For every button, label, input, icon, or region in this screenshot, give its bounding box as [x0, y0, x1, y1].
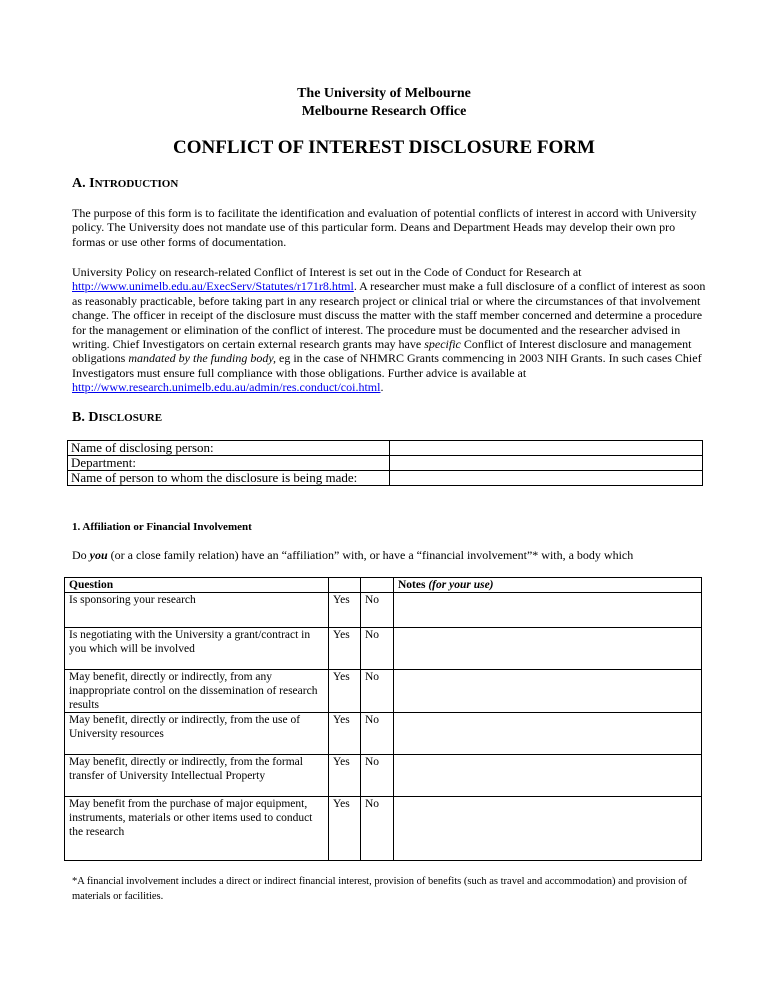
- yes-option[interactable]: Yes: [329, 797, 361, 861]
- notes-field[interactable]: [394, 797, 702, 861]
- table-row: [68, 456, 703, 471]
- field-label: Name of disclosing person:: [68, 441, 390, 456]
- no-option[interactable]: No: [361, 797, 394, 861]
- part1-heading: 1. Affiliation or Financial Involvement: [72, 521, 252, 533]
- office-name: Melbourne Research Office: [301, 104, 467, 119]
- question-row: [65, 593, 702, 628]
- question-text: Is negotiating with the University a grant/contract in you which will be involved: [65, 628, 329, 670]
- question-text: May benefit, directly or indirectly, from the use of University resources: [65, 713, 329, 755]
- yes-option[interactable]: Yes: [329, 593, 361, 628]
- field-label: Name of person to whom the disclosure is being made:: [68, 471, 390, 486]
- table-row: [68, 471, 703, 486]
- section-b-heading: B. DISCLOSURE: [72, 410, 163, 425]
- question-row: [65, 628, 702, 670]
- table-header: [65, 578, 702, 593]
- disclosing-person-input[interactable]: [390, 441, 703, 456]
- yes-header: [329, 578, 361, 593]
- disclosure-table: [67, 440, 703, 486]
- no-option[interactable]: No: [361, 628, 394, 670]
- no-option[interactable]: No: [361, 670, 394, 713]
- question-text: May benefit, directly or indirectly, from the formal transfer of University Intellectual Property: [65, 755, 329, 797]
- intro-paragraph-2: University Policy on research-related Conflict of Interest is set out in the Code of Conduct for Research at http://www.unimelb.edu.au/ExecServ/Statutes/r171r8.html. A researcher must make a full disclosure of a conflict of interest as soon as reasonably practicable, before taking part in any research project or clinical trial or where the circumstances of that involvement change. The officer in receipt of the disclosure must discuss the matter with the staff member concerned and determine a procedure for the management or elimination of the conflict of interest. The procedure must be documented and the researcher advised in writing. Chief Investigators on certain external research grants may have specific Conflict of Interest disclosure and management obligations mandated by the funding body, eg in the case of NHMRC Grants commencing in 2003 NIH Grants. In such cases Chief Investigators must ensure full compliance with those obligations. Further advice is available at http://www.research.unimelb.edu.au/admin/res.conduct/coi.html.: [72, 265, 706, 395]
- university-name: The University of Melbourne: [297, 86, 471, 101]
- question-row: [65, 797, 702, 861]
- yes-option[interactable]: Yes: [329, 713, 361, 755]
- page-title: CONFLICT OF INTEREST DISCLOSURE FORM: [173, 137, 595, 158]
- yes-option[interactable]: Yes: [329, 628, 361, 670]
- notes-header: Notes (for your use): [394, 578, 702, 593]
- question-row: [65, 713, 702, 755]
- field-label: Department:: [68, 456, 390, 471]
- no-option[interactable]: No: [361, 755, 394, 797]
- intro-paragraph-1: The purpose of this form is to facilitate the identification and evaluation of potential conflicts of interest in accord with University policy. The University does not mandate use of this particular form. Deans and Department Heads may develop their own pro formas or use other forms of documentation.: [72, 206, 697, 249]
- notes-field[interactable]: [394, 755, 702, 797]
- yes-option[interactable]: Yes: [329, 670, 361, 713]
- question-text: May benefit from the purchase of major equipment, instruments, materials or other items used to conduct the research: [65, 797, 329, 861]
- question-text: Is sponsoring your research: [65, 593, 329, 628]
- footnote: *A financial involvement includes a direct or indirect financial interest, provision of benefits (such as travel and accommodation) and provision of materials or facilities.: [72, 876, 687, 902]
- part1-intro: Do you (or a close family relation) have an “affiliation” with, or have a “financial involvement”* with, a body which: [72, 548, 634, 562]
- notes-field[interactable]: [394, 593, 702, 628]
- question-header: Question: [65, 578, 329, 593]
- no-header: [361, 578, 394, 593]
- section-a-heading: A. INTRODUCTION: [72, 176, 179, 191]
- no-option[interactable]: No: [361, 593, 394, 628]
- coi-advice-link[interactable]: http://www.research.unimelb.edu.au/admin/res.conduct/coi.html: [72, 380, 381, 395]
- recipient-input[interactable]: [390, 471, 703, 486]
- affiliation-table: [64, 577, 702, 861]
- question-row: [65, 670, 702, 713]
- question-text: May benefit, directly or indirectly, from any inappropriate control on the dissemination of research results: [65, 670, 329, 713]
- department-input[interactable]: [390, 456, 703, 471]
- no-option[interactable]: No: [361, 713, 394, 755]
- statutes-link[interactable]: http://www.unimelb.edu.au/ExecServ/Statutes/r171r8.html: [72, 279, 354, 294]
- question-row: [65, 755, 702, 797]
- notes-field[interactable]: [394, 670, 702, 713]
- yes-option[interactable]: Yes: [329, 755, 361, 797]
- notes-field[interactable]: [394, 713, 702, 755]
- notes-field[interactable]: [394, 628, 702, 670]
- table-row: [68, 441, 703, 456]
